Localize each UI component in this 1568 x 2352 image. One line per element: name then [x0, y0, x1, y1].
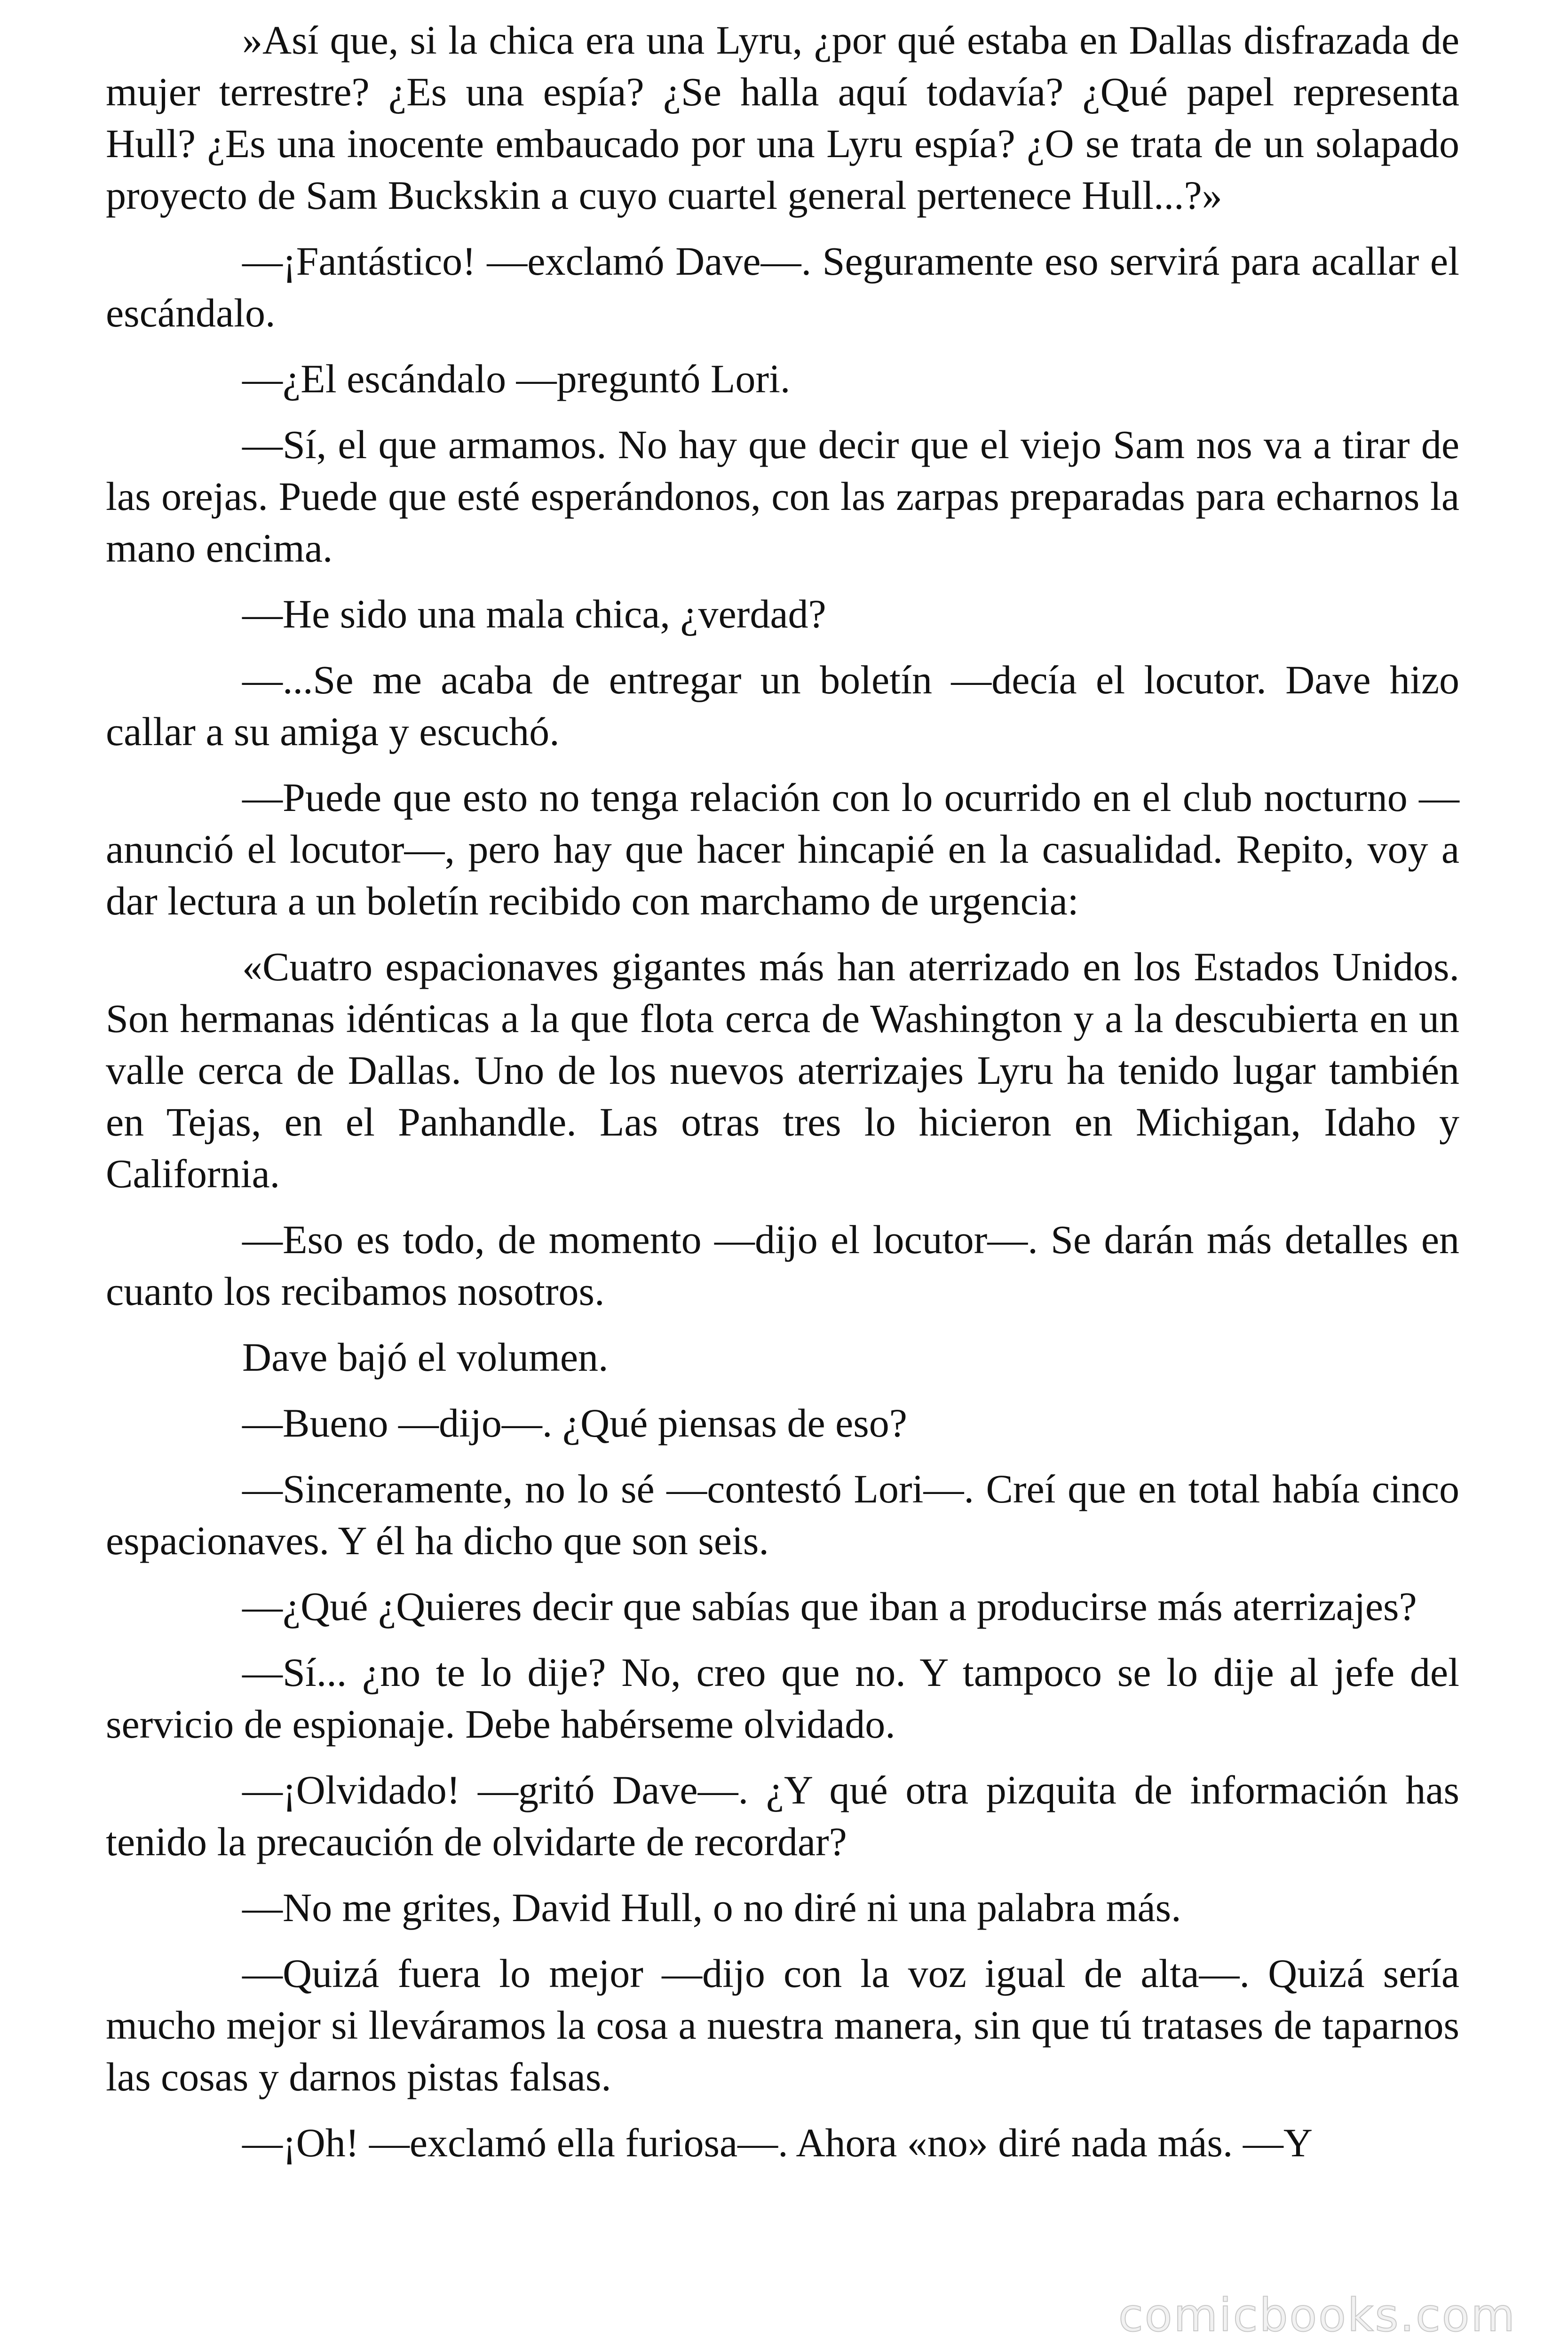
paragraph-9: —Eso es todo, de momento —dijo el locutor—. Se darán más detalles en cuanto los recibamos nosotros. [106, 1217, 1459, 1314]
paragraph-15: —¡Olvidado! —gritó Dave—. ¿Y qué otra pizquita de información has tenido la precaución de olvidarte de recordar? [106, 1767, 1459, 1864]
paragraph-6: —...Se me acaba de entregar un boletín —decía el locutor. Dave hizo callar a su amiga y escuchó. [106, 657, 1459, 754]
paragraph-1: »Así que, si la chica era una Lyru, ¿por qué estaba en Dallas disfrazada de mujer terrestre? ¿Es una espía? ¿Se halla aquí todavía? ¿Qué papel representa Hull? ¿Es una inocente embaucado por una Lyru espía? ¿O se trata de un solapado proyecto de Sam Buckskin a cuyo cuartel general pertenece Hull...?» [106, 17, 1459, 218]
book-page [106, 14, 1459, 2183]
paragraph-18: —¡Oh! —exclamó ella furiosa—. Ahora «no» diré nada más. —Y [242, 2120, 1313, 2165]
paragraph-14: —Sí... ¿no te lo dije? No, creo que no. Y tampoco se lo dije al jefe del servicio de espionaje. Debe habérseme olvidado. [106, 1650, 1459, 1747]
watermark: comicbooks.com [1118, 2289, 1516, 2342]
paragraph-7: —Puede que esto no tenga relación con lo ocurrido en el club nocturno —anunció el locutor—, pero hay que hacer hincapié en la casualidad. Repito, voy a dar lectura a un boletín recibido con marchamo de urgencia: [106, 775, 1459, 923]
paragraph-3: —¿El escándalo —preguntó Lori. [242, 356, 791, 401]
paragraph-12: —Sinceramente, no lo sé —contestó Lori—. Creí que en total había cinco espacionaves. Y él ha dicho que son seis. [106, 1466, 1459, 1563]
paragraph-5: —He sido una mala chica, ¿verdad? [242, 591, 826, 636]
paragraph-8: «Cuatro espacionaves gigantes más han aterrizado en los Estados Unidos. Son hermanas idénticas a la que flota cerca de Washington y a la descubierta en un valle cerca de Dallas. Uno de los nuevos aterrizajes Lyru ha tenido lugar también en Tejas, en el Panhandle. Las otras tres lo hicieron en Michigan, Idaho y California. [106, 944, 1459, 1196]
paragraph-16: —No me grites, David Hull, o no diré ni una palabra más. [242, 1885, 1181, 1930]
paragraph-13: —¿Qué ¿Quieres decir que sabías que iban a producirse más aterrizajes? [242, 1584, 1417, 1629]
paragraph-17: —Quizá fuera lo mejor —dijo con la voz igual de alta—. Quizá sería mucho mejor si lleváramos la cosa a nuestra manera, sin que tú tratases de taparnos las cosas y darnos pistas falsas. [106, 1951, 1459, 2099]
paragraph-11: —Bueno —dijo—. ¿Qué piensas de eso? [242, 1400, 907, 1446]
paragraph-2: —¡Fantástico! —exclamó Dave—. Seguramente eso servirá para acallar el escándalo. [106, 238, 1459, 335]
paragraph-10: Dave bajó el volumen. [242, 1335, 609, 1380]
paragraph-4: —Sí, el que armamos. No hay que decir que el viejo Sam nos va a tirar de las orejas. Puede que esté esperándonos, con las zarpas preparadas para echarnos la mano encima. [106, 422, 1459, 571]
